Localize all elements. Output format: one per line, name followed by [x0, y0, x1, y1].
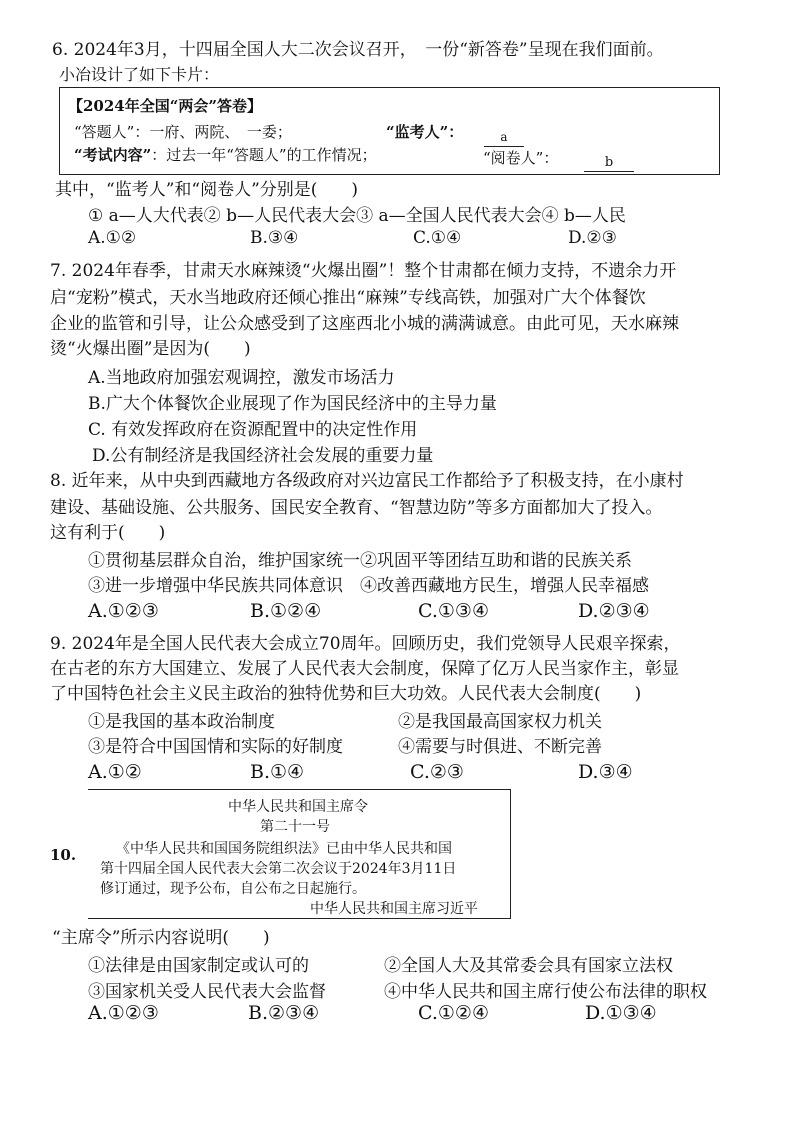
card-blank-a: a — [484, 132, 524, 147]
q6-statements: ① a—人大代表② b—人民代表大会③ a—全国人民代表大会④ b—人民 — [88, 206, 626, 226]
q9-option-d: D.③④ — [578, 761, 633, 783]
q7-option-c: C. 有效发挥政府在资源配置中的决定性作用 — [88, 420, 418, 440]
q10-statement-3: ③国家机关受人民代表大会监督 — [88, 982, 326, 1002]
q8-option-b: B.①②④ — [250, 600, 322, 622]
q10-option-a: A.①②③ — [88, 1002, 159, 1024]
q9-statement-4: ④需要与时俱进、不断完善 — [398, 737, 602, 757]
q8-statement-row1: ①贯彻基层群众自治，维护国家统一②巩固平等团结互助和谐的民族关系 — [88, 551, 632, 571]
q7-line4: 烫“火爆出圈”是因为( ) — [50, 339, 251, 359]
q6-option-d: D.②③ — [568, 228, 617, 248]
card-blank-b: b — [584, 156, 634, 172]
card-row2-label: “考试内容” — [74, 146, 152, 164]
q6-stem-line1: 6. 2024年3月，十四届全国人大二次会议召开， 一份“新答卷”呈现在我们面前。 — [52, 40, 664, 60]
q9-statement-1: ①是我国的基本政治制度 — [88, 712, 275, 732]
q9-option-c: C.②③ — [410, 761, 464, 783]
q9-statement-3: ③是符合中国国情和实际的好制度 — [88, 737, 343, 757]
q10-statement-1: ①法律是由国家制定或认可的 — [88, 956, 309, 976]
q6-option-b: B.③④ — [250, 228, 299, 248]
card-row2-left — [74, 144, 377, 165]
q6-answer-card — [59, 87, 720, 175]
q8-line2: 建设、基础设施、公共服务、国民安全教育、“智慧边防”等多方面都加大了投入。 — [50, 498, 663, 518]
q9-line1: 9. 2024年是全国人民代表大会成立70周年。回顾历史，我们党领导人民艰辛探索， — [50, 634, 681, 654]
q10-question: “主席令”所示内容说明( ) — [52, 928, 270, 948]
q10-option-c: C.①②④ — [418, 1002, 489, 1024]
q8-option-d: D.②③④ — [578, 600, 650, 622]
q9-option-b: B.①④ — [250, 761, 305, 783]
q8-line3: 这有利于( ) — [50, 523, 166, 543]
q7-option-b: B.广大个体餐饮企业展现了作为国民经济中的主导力量 — [88, 394, 497, 414]
decree-body-line1: 《中华人民共和国国务院组织法》已由中华人民共和国 — [116, 841, 452, 857]
q10-statement-4: ④中华人民共和国主席行使公布法律的职权 — [384, 982, 707, 1002]
q9-option-a: A.①② — [88, 761, 142, 783]
q6-option-a: A.①② — [88, 228, 137, 248]
q10-number: 10. — [50, 846, 77, 864]
q8-statement-row2: ③进一步增强中华民族共同体意识 ④改善西藏地方民生，增强人民幸福感 — [88, 576, 649, 596]
card-row1-left: “答题人”：一府、两院、 一委； — [74, 123, 292, 141]
card-row2-text: ：过去一年“答题人”的工作情况； — [151, 146, 377, 164]
q6-option-c: C.①④ — [413, 228, 462, 248]
decree-body-line2: 第十四届全国人民代表大会第二次会议于2024年3月11日 — [100, 861, 457, 877]
q8-line1: 8. 近年来，从中央到西藏地方各级政府对兴边富民工作都给予了积极支持，在小康村 — [50, 471, 684, 491]
q6-stem-line2: 小冶设计了如下卡片： — [59, 65, 220, 84]
q10-option-d: D.①③④ — [585, 1002, 657, 1024]
presidential-decree-box — [88, 789, 511, 919]
q10-statement-2: ②全国人大及其常委会具有国家立法权 — [384, 956, 673, 976]
q9-line3: 了中国特色社会主义民主政治的独特优势和巨大功效。人民代表大会制度( ) — [50, 684, 642, 704]
q9-statement-2: ②是我国最高国家权力机关 — [398, 712, 602, 732]
card-title: 【2024年全国“两会”答卷】 — [68, 97, 263, 115]
q10-option-b: B.②③④ — [248, 1002, 320, 1024]
decree-signature: 中华人民共和国主席习近平 — [310, 901, 478, 917]
q8-option-c: C.①③④ — [418, 600, 489, 622]
q7-line3: 企业的监管和引导，让公众感受到了这座西北小城的满满诚意。由此可见，天水麻辣 — [50, 314, 679, 334]
decree-title: 中华人民共和国主席令 — [228, 799, 368, 815]
decree-body-line3: 修订通过，现予公布，自公布之日起施行。 — [100, 881, 366, 897]
q7-line2: 启“宠粉”模式，天水当地政府还倾心推出“麻辣”专线高铁，加强对广大个体餐饮 — [50, 288, 646, 308]
decree-number: 第二十一号 — [260, 819, 330, 835]
q7-option-a: A.当地政府加强宏观调控，激发市场活力 — [88, 368, 395, 388]
q6-question: 其中，“监考人”和“阅卷人”分别是( ) — [55, 180, 359, 200]
q8-option-a: A.①②③ — [88, 600, 159, 622]
q7-option-d: D.公有制经济是我国经济社会发展的重要力量 — [92, 446, 434, 466]
card-row2-mid: “阅卷人”： — [483, 149, 559, 167]
q9-line2: 在古老的东方大国建立、发展了人民代表大会制度，保障了亿万人民当家作主，彰显 — [50, 659, 679, 679]
card-row1-mid: “监考人”： — [386, 123, 464, 141]
q7-line1: 7. 2024年春季，甘肃天水麻辣烫“火爆出圈”！整个甘肃都在倾力支持，不遗余力开 — [50, 261, 677, 281]
